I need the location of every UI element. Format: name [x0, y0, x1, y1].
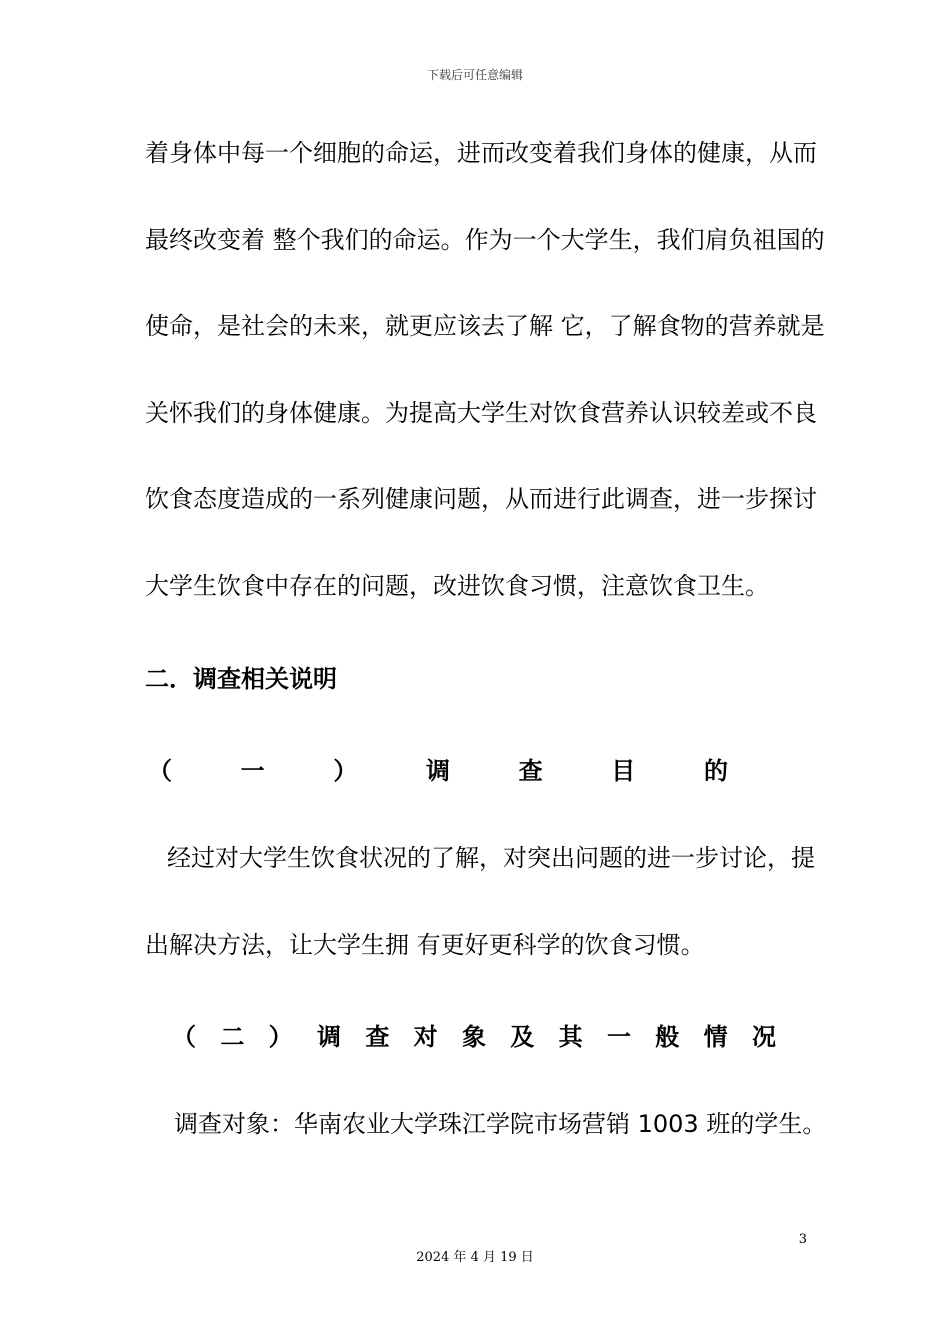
- section-heading: 二．调查相关说明: [145, 665, 337, 693]
- subheading-char: 一: [606, 1023, 631, 1051]
- subheading-char: 情: [703, 1023, 728, 1051]
- subheading-char: 象: [461, 1023, 486, 1051]
- subheading-char: 二: [220, 1023, 245, 1051]
- subheading-char: 对: [413, 1023, 438, 1051]
- paragraph-line: 关怀我们的身体健康。为提高大学生对饮食营养认识较差或不良: [145, 399, 817, 427]
- subheading-char: 况: [751, 1023, 776, 1051]
- paragraph-line: 使命，是社会的未来，就更应该去了解 它，了解食物的营养就是: [145, 312, 825, 340]
- subheading-char: ）: [268, 1023, 293, 1051]
- subheading-char: ）: [333, 757, 358, 785]
- subheading-char: 一: [240, 757, 265, 785]
- paragraph-line: 大学生饮食中存在的问题，改进饮食习惯，注意饮食卫生。: [145, 572, 769, 600]
- subheading-char: 般: [655, 1023, 680, 1051]
- subheading-char: （: [148, 757, 172, 785]
- paragraph-line: 调查对象：华南农业大学珠江学院市场营销 1003 班的学生。: [174, 1110, 827, 1138]
- subheading-char: 调: [316, 1023, 341, 1051]
- subheading-char: 查: [518, 757, 543, 785]
- subheading-char: 查: [365, 1023, 390, 1051]
- paragraph-line: 最终改变着 整个我们的命运。作为一个大学生，我们肩负祖国的: [145, 226, 825, 254]
- subheading-char: （: [172, 1023, 196, 1051]
- page-number: 3: [798, 1232, 807, 1247]
- paragraph-line: 出解决方法，让大学生拥 有更好更科学的饮食习惯。: [145, 931, 705, 959]
- subheading-char: 的: [703, 757, 728, 785]
- subheading-char: 目: [611, 757, 636, 785]
- paragraph-line: 饮食态度造成的一系列健康问题，从而进行此调查，进一步探讨: [145, 485, 817, 513]
- page-header: 下载后可任意编辑: [426, 68, 523, 82]
- subheading-char: 及: [510, 1023, 535, 1051]
- subheading-char: 其: [558, 1023, 583, 1051]
- subheading-purpose: [148, 756, 728, 786]
- paragraph-line: 着身体中每一个细胞的命运，进而改变着我们身体的健康，从而: [145, 139, 817, 167]
- footer-date: 2024 年 4 月 19 日: [416, 1250, 534, 1265]
- subheading-char: 调: [425, 757, 450, 785]
- paragraph-line: 经过对大学生饮食状况的了解，对突出问题的进一步讨论，提: [167, 844, 815, 872]
- subheading-subjects: [172, 1022, 776, 1052]
